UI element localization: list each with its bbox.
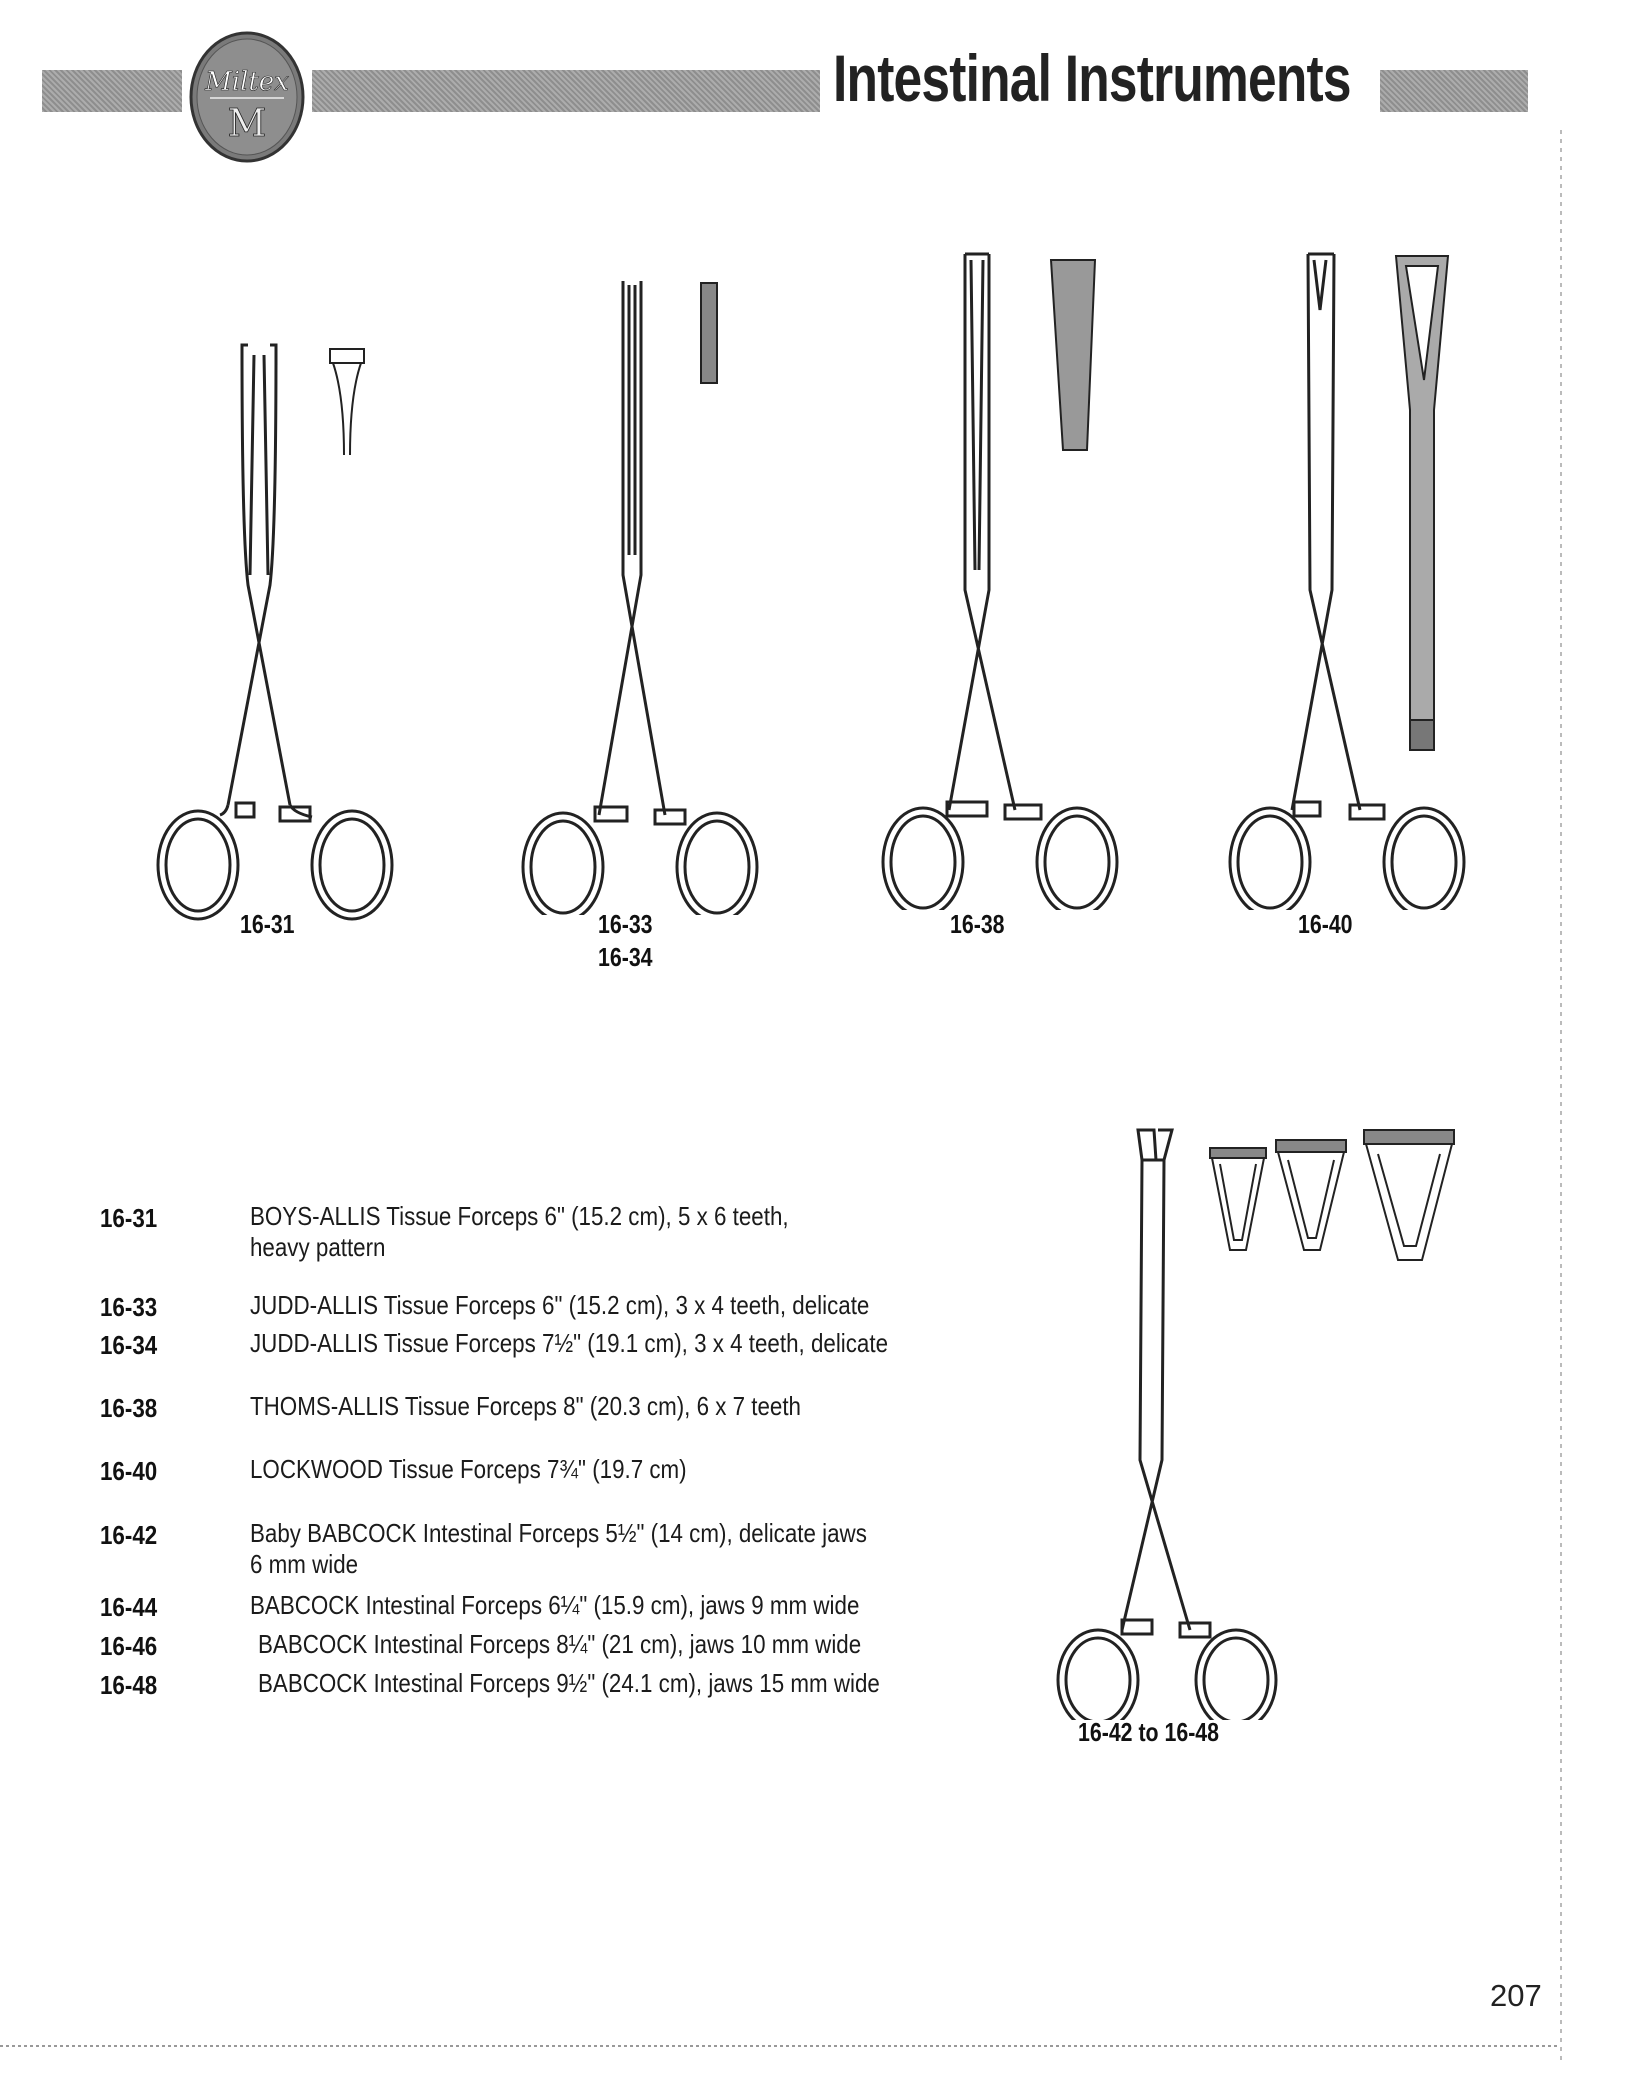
product-description-cont: 6 mm wide: [250, 1549, 359, 1579]
header-band-left: [42, 70, 182, 112]
page-edge: [1560, 130, 1562, 2060]
product-description: THOMS-ALLIS Tissue Forceps 8" (20.3 cm), 6 x 7 teeth: [250, 1391, 801, 1421]
forceps-16-31-illustration: [130, 335, 420, 935]
figure-caption: 16-33: [598, 909, 653, 939]
product-code: 16-48: [100, 1670, 158, 1700]
header-band-right: [1380, 70, 1528, 112]
product-description: Baby BABCOCK Intestinal Forceps 5½" (14 cm), delicate jaws: [250, 1518, 867, 1548]
header-band-middle: [312, 70, 820, 112]
product-description-cont: heavy pattern: [250, 1232, 386, 1262]
logo-word: Miltex: [205, 67, 289, 97]
product-code: 16-38: [100, 1393, 158, 1423]
product-code: 16-44: [100, 1592, 158, 1622]
product-description: BABCOCK Intestinal Forceps 9½" (24.1 cm), jaws 15 mm wide: [258, 1668, 880, 1698]
forceps-16-40-illustration: [1210, 250, 1510, 910]
product-code: 16-46: [100, 1631, 158, 1661]
product-description: BOYS-ALLIS Tissue Forceps 6" (15.2 cm), 5 x 6 teeth,: [250, 1201, 789, 1231]
figure-caption: 16-40: [1298, 909, 1353, 939]
figure-caption: 16-34: [598, 942, 653, 972]
product-code: 16-40: [100, 1456, 158, 1486]
product-description: BABCOCK Intestinal Forceps 8¼" (21 cm), jaws 10 mm wide: [258, 1629, 862, 1659]
product-code: 16-34: [100, 1330, 158, 1360]
forceps-16-42-to-16-48-illustration: [1030, 1120, 1480, 1720]
product-code: 16-33: [100, 1292, 158, 1322]
footer-divider: [0, 2045, 1560, 2047]
product-code: 16-31: [100, 1203, 158, 1233]
product-description: JUDD-ALLIS Tissue Forceps 6" (15.2 cm), 3 x 4 teeth, delicate: [250, 1290, 870, 1320]
forceps-16-33-16-34-illustration: [495, 275, 785, 915]
forceps-16-38-illustration: [855, 250, 1145, 910]
product-description: LOCKWOOD Tissue Forceps 7¾" (19.7 cm): [250, 1454, 687, 1484]
figure-caption: 16-38: [950, 909, 1005, 939]
page-title: Intestinal Instruments: [833, 41, 1351, 115]
miltex-logo: [188, 30, 306, 164]
figure-caption: 16-31: [240, 909, 295, 939]
product-code: 16-42: [100, 1520, 158, 1550]
product-description: JUDD-ALLIS Tissue Forceps 7½" (19.1 cm), 3 x 4 teeth, delicate: [250, 1328, 889, 1358]
logo-monogram: M: [227, 101, 267, 145]
product-description: BABCOCK Intestinal Forceps 6¼" (15.9 cm), jaws 9 mm wide: [250, 1590, 860, 1620]
page-number: 207: [1490, 1978, 1542, 2013]
figure-caption: 16-42 to 16-48: [1078, 1717, 1220, 1747]
